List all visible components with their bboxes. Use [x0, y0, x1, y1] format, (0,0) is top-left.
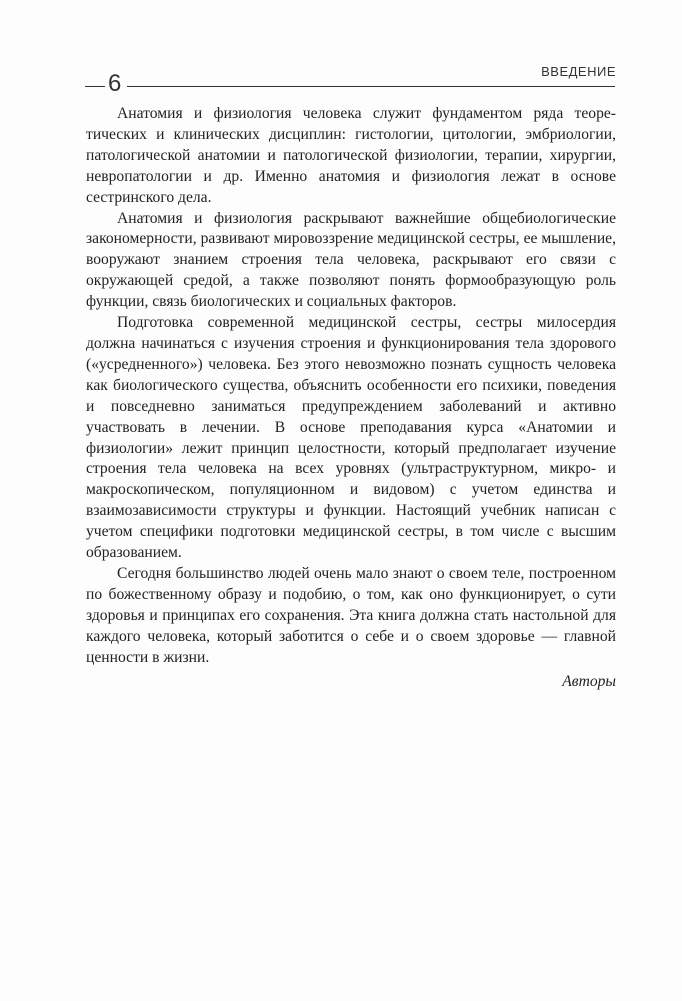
paragraph-3: Подготовка современной медицинской сестры, сестры милосердия должна начинаться с изучения строения и функционирования тела здорового («усредненного») человека. Без этого невозможно познать сущность человека как биологического существа, объяснить особенности его психики, поведения и повседневно заниматься предупреждением заболеваний и активно участвовать в лечении. В основе преподавания курса «Анатомии и физиологии» лежит принцип целостности, который предполагает изучение строения тела человека на всех уровнях (ультраструктурном, микро- и макроскопическом, популяционном и видовом) с учетом единства и взаимозависимости структуры и функции. Настоящий учебник написан с учетом специфики подготовки медицинской сестры, в том числе с высшим образованием. — [86, 314, 616, 562]
body-text — [86, 104, 616, 693]
authors-signature: Авторы — [562, 673, 616, 691]
paragraph-1: Анатомия и физиология человека служит фундаментом ряда теоретических и клинических дисциплин: гистологии, цитологии, эмбриологии, патологической анатомии и патологической физиологии, терапии, хирургии, невропатологии и др. Именно анатомия и физиология лежат в основе сестринского дела. — [86, 105, 616, 206]
page-number: 6 — [108, 70, 122, 97]
header-right-rule — [127, 86, 615, 87]
paragraph-4: Сегодня большинство людей очень мало знают о своем теле, построенном по божественному образу и подобию, о том, как оно функционирует, о сути здоровья и принципах его сохранения. Эта книга должна стать настольной для каждого человека, который заботится о себе и о своем здоровье — главной ценности в жизни. — [86, 564, 616, 666]
paragraph-2: Анатомия и физиология раскрывают важнейшие общебиологические закономерности, развивают мировоззрение медицинской сестры, ее мышление, вооружают знанием строения тела человека, раскрывают его связи с окружающей средой, а также позволяют понять формообразующую роль функции, связь биологических и социальных факторов. — [86, 209, 616, 311]
header-left-rule — [85, 86, 105, 87]
section-title: ВВЕДЕНИЕ — [541, 64, 616, 79]
